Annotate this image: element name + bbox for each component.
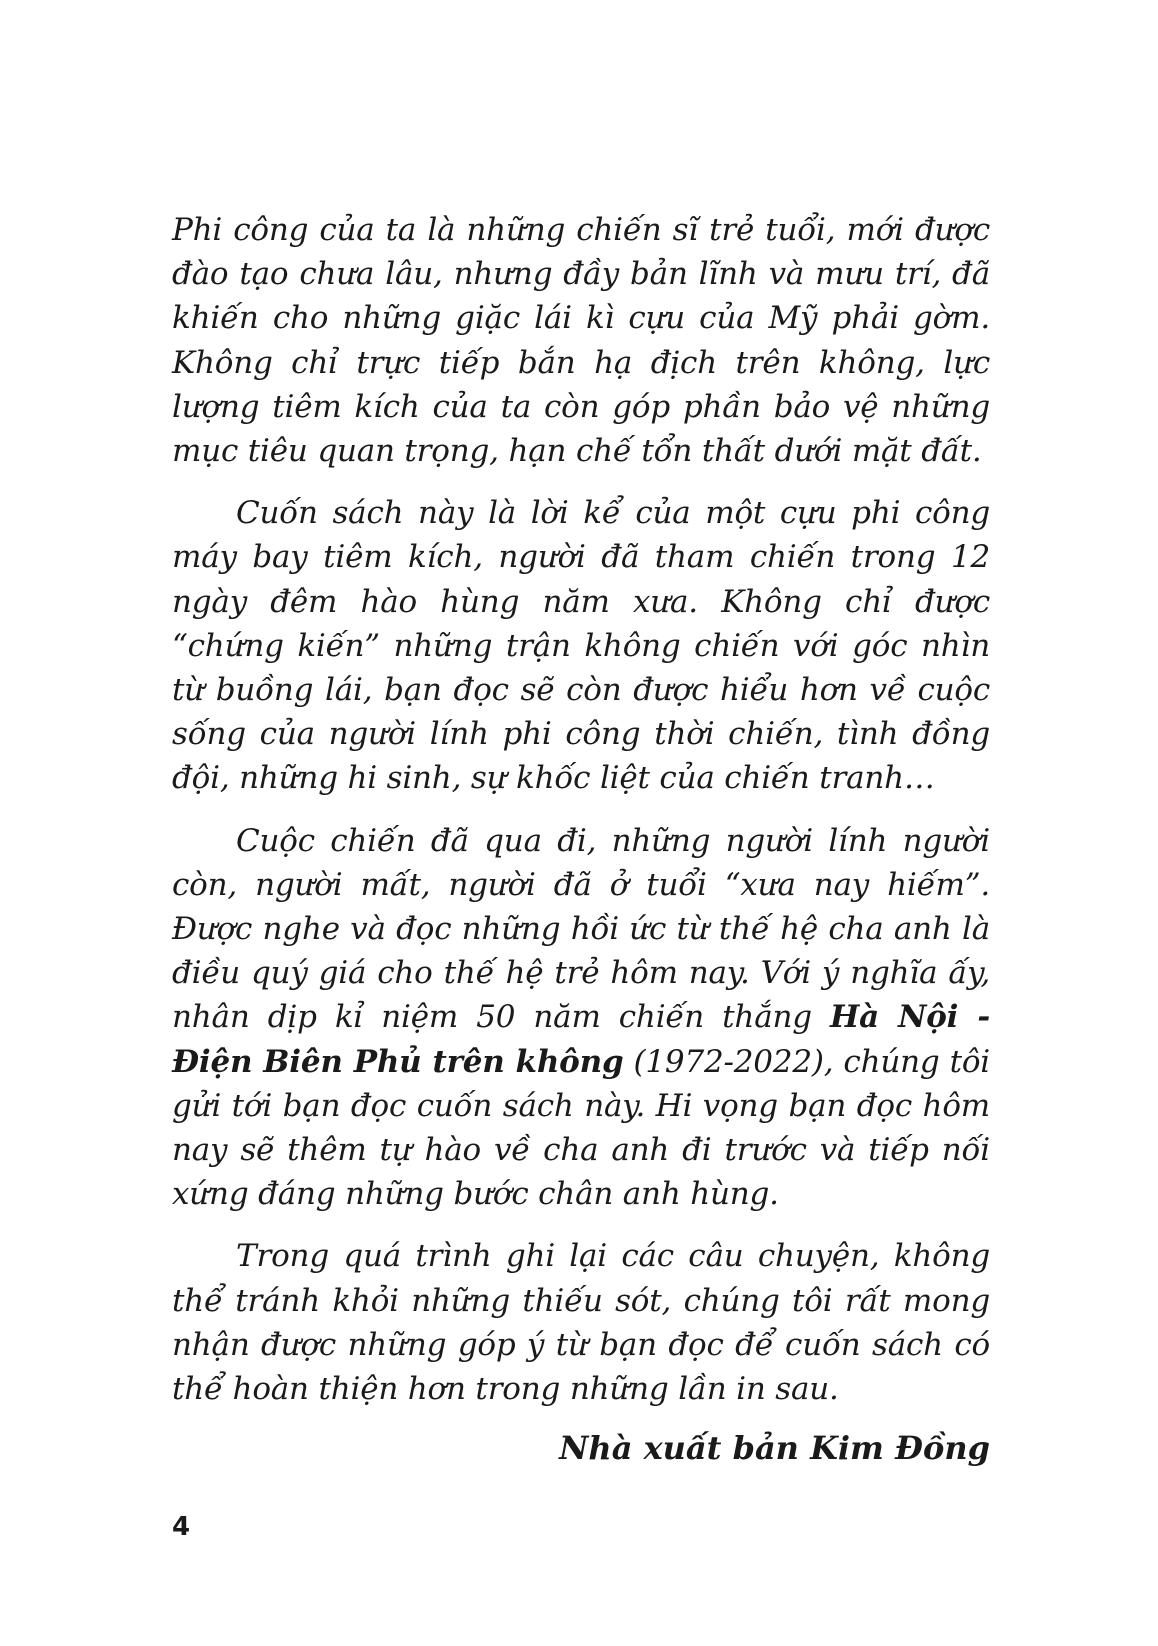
publisher-signature: Nhà xuất bản Kim Đồng xyxy=(559,1429,990,1467)
page-number: 4 xyxy=(172,1512,191,1542)
campaign-name: Hà Nội - Điện Biên Phủ trên không xyxy=(172,999,990,1080)
paragraph-3-part-2: (1972-2022), chúng tôi gửi tới bạn đọc cuốn sách này. Hi vọng bạn đọc hôm nay sẽ thêm tự hào về cha anh đi trước và tiếp nối xứng đáng những bước chân anh hùng. xyxy=(172,1043,991,1213)
paragraph-3 xyxy=(172,819,990,1217)
paragraph-1: Phi công của ta là những chiến sĩ trẻ tuổi, mới được đào tạo chưa lâu, nhưng đầy bản lĩnh và mưu trí, đã khiến cho những giặc lái kì cựu của Mỹ phải gờm. Không chỉ trực tiếp bắn hạ địch trên không, lực lượng tiêm kích của ta còn góp phần bảo vệ những mục tiêu quan trọng, hạn chế tổn thất dưới mặt đất. xyxy=(172,212,990,470)
body-text xyxy=(172,208,990,1429)
paragraph-2: Cuốn sách này là lời kể của một cựu phi công máy bay tiêm kích, người đã tham chiến trong 12 ngày đêm hào hùng năm xưa. Không chỉ được “chứng kiến” những trận không chiến với góc nhìn từ buồng lái, bạn đọc sẽ còn được hiểu hơn về cuộc sống của người lính phi công thời chiến, tình đồng đội, những hi sinh, sự khốc liệt của chiến tranh… xyxy=(172,495,990,797)
paragraph-4: Trong quá trình ghi lại các câu chuyện, không thể tránh khỏi những thiếu sót, chúng tôi rất mong nhận được những góp ý từ bạn đọc để cuốn sách có thể hoàn thiện hơn trong những lần in sau. xyxy=(172,1238,990,1408)
paragraph-3-part-1: Cuộc chiến đã qua đi, những người lính người còn, người mất, người đã ở tuổi “xưa nay hiếm”. Được nghe và đọc những hồi ức từ thế hệ cha anh là điều quý giá cho thế hệ trẻ hôm nay. Với ý nghĩa ấy, nhân dịp kỉ niệm 50 năm chiến thắng xyxy=(172,822,990,1036)
